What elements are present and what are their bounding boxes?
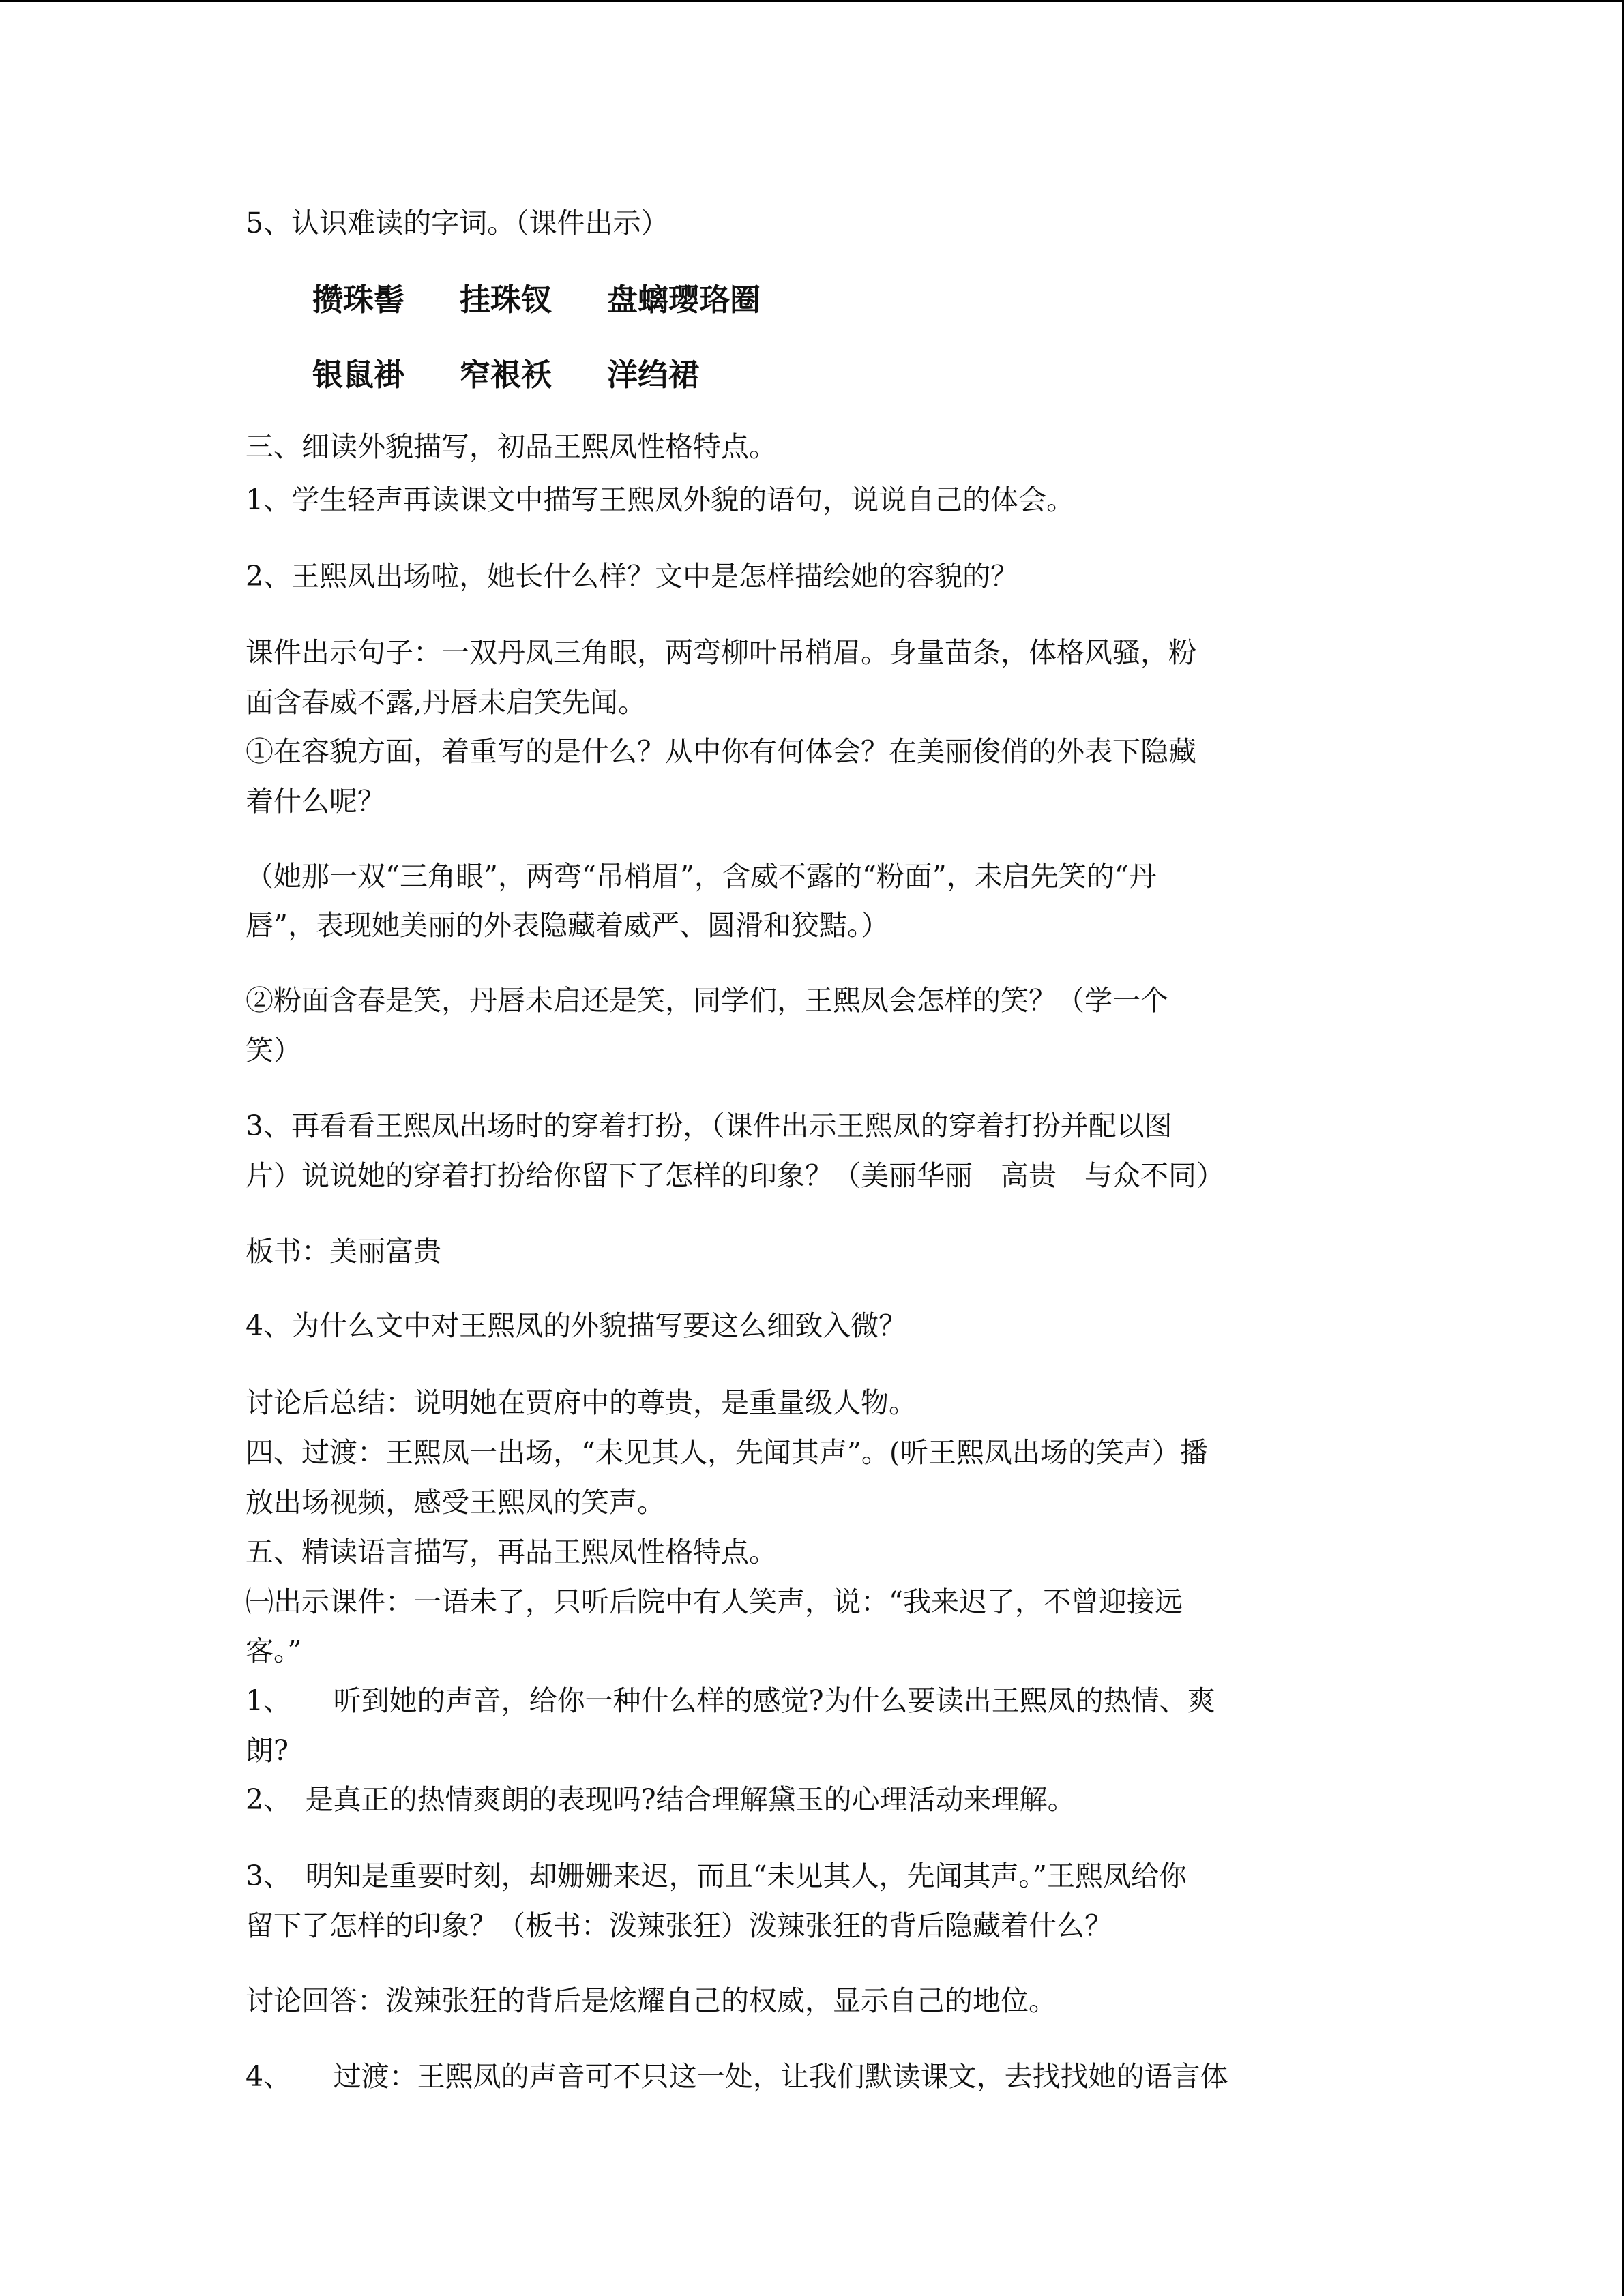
text-line: 4、 过渡：王熙凤的声音可不只这一处，让我们默读课文，去找找她的语言体: [246, 2060, 1228, 2093]
text-line: 笑）: [246, 1034, 301, 1067]
text-line: 留下了怎样的印象？（板书：泼辣张狂）泼辣张狂的背后隐藏着什么？: [246, 1909, 1112, 1942]
text-line: （她那一双“三角眼”，两弯“吊梢眉”，含威不露的“粉面”，未启先笑的“丹: [246, 860, 1157, 893]
section-heading: 四、过渡：王熙凤一出场，“未见其人，先闻其声”。(听王熙凤出场的笑声）播: [246, 1436, 1208, 1469]
vocab-term: 攒珠髻: [312, 282, 405, 318]
vocab-term: 挂珠钗: [460, 282, 552, 318]
text-line: 1、学生轻声再读课文中描写王熙凤外貌的语句，说说自己的体会。: [246, 483, 1075, 516]
text-line: 板书：美丽富贵: [246, 1235, 441, 1268]
text-line: 片）说说她的穿着打扮给你留下了怎样的印象？（美丽华丽 高贵 与众不同）: [246, 1159, 1224, 1192]
vocab-term: 洋绉裙: [607, 357, 700, 393]
text-line: 着什么呢？: [246, 785, 385, 818]
vocab-term: 盘螭璎珞圈: [607, 282, 761, 318]
text-line: 2、王熙凤出场啦，她长什么样？文中是怎样描绘她的容貌的？: [246, 560, 1019, 593]
text-line: 3、 明知是重要时刻，却姗姗来迟，而且“未见其人，先闻其声。”王熙凤给你: [246, 1860, 1187, 1892]
text-line: ㈠出示课件：一语未了，只听后院中有人笑声，说：“我来迟了，不曾迎接远: [246, 1585, 1183, 1618]
text-line: 面含春威不露,丹唇未启笑先闻。: [246, 686, 647, 719]
vocab-term: 银鼠褂: [312, 357, 405, 393]
text-line: 唇”，表现她美丽的外表隐藏着威严、圆滑和狡黠。）: [246, 909, 889, 942]
text-line: 4、为什么文中对王熙凤的外貌描写要这么细致入微？: [246, 1309, 907, 1342]
text-line: 课件出示句子：一双丹凤三角眼，两弯柳叶吊梢眉。身量苗条，体格风骚，粉: [246, 636, 1196, 669]
text-line: 讨论后总结：说明她在贾府中的尊贵，是重量级人物。: [246, 1386, 917, 1419]
section-heading: 三、细读外貌描写，初品王熙凤性格特点。: [246, 430, 777, 463]
text-line: 放出场视频，感受王熙凤的笑声。: [246, 1486, 665, 1519]
text-line: 2、 是真正的热情爽朗的表现吗?结合理解黛玉的心理活动来理解。: [246, 1783, 1076, 1816]
vocab-term: 窄裉袄: [460, 357, 552, 393]
text-line: 朗?: [246, 1734, 289, 1767]
section-heading: 五、精读语言描写，再品王熙凤性格特点。: [246, 1536, 777, 1568]
text-line: 3、再看看王熙凤出场时的穿着打扮，（课件出示王熙凤的穿着打扮并配以图: [246, 1109, 1172, 1142]
text-line: 客。”: [246, 1635, 302, 1667]
text-line: 1、 听到她的声音，给你一种什么样的感觉?为什么要读出王熙凤的热情、爽: [246, 1684, 1215, 1717]
text-line: ②粉面含春是笑，丹唇未启还是笑，同学们，王熙凤会怎样的笑？（学一个: [246, 984, 1168, 1017]
text-line: 讨论回答：泼辣张狂的背后是炫耀自己的权威，显示自己的地位。: [246, 1984, 1057, 2017]
text-line: ①在容貌方面，着重写的是什么？从中你有何体会？在美丽俊俏的外表下隐藏: [246, 735, 1196, 768]
text-line: 5、认识难读的字词。（课件出示）: [246, 207, 669, 239]
